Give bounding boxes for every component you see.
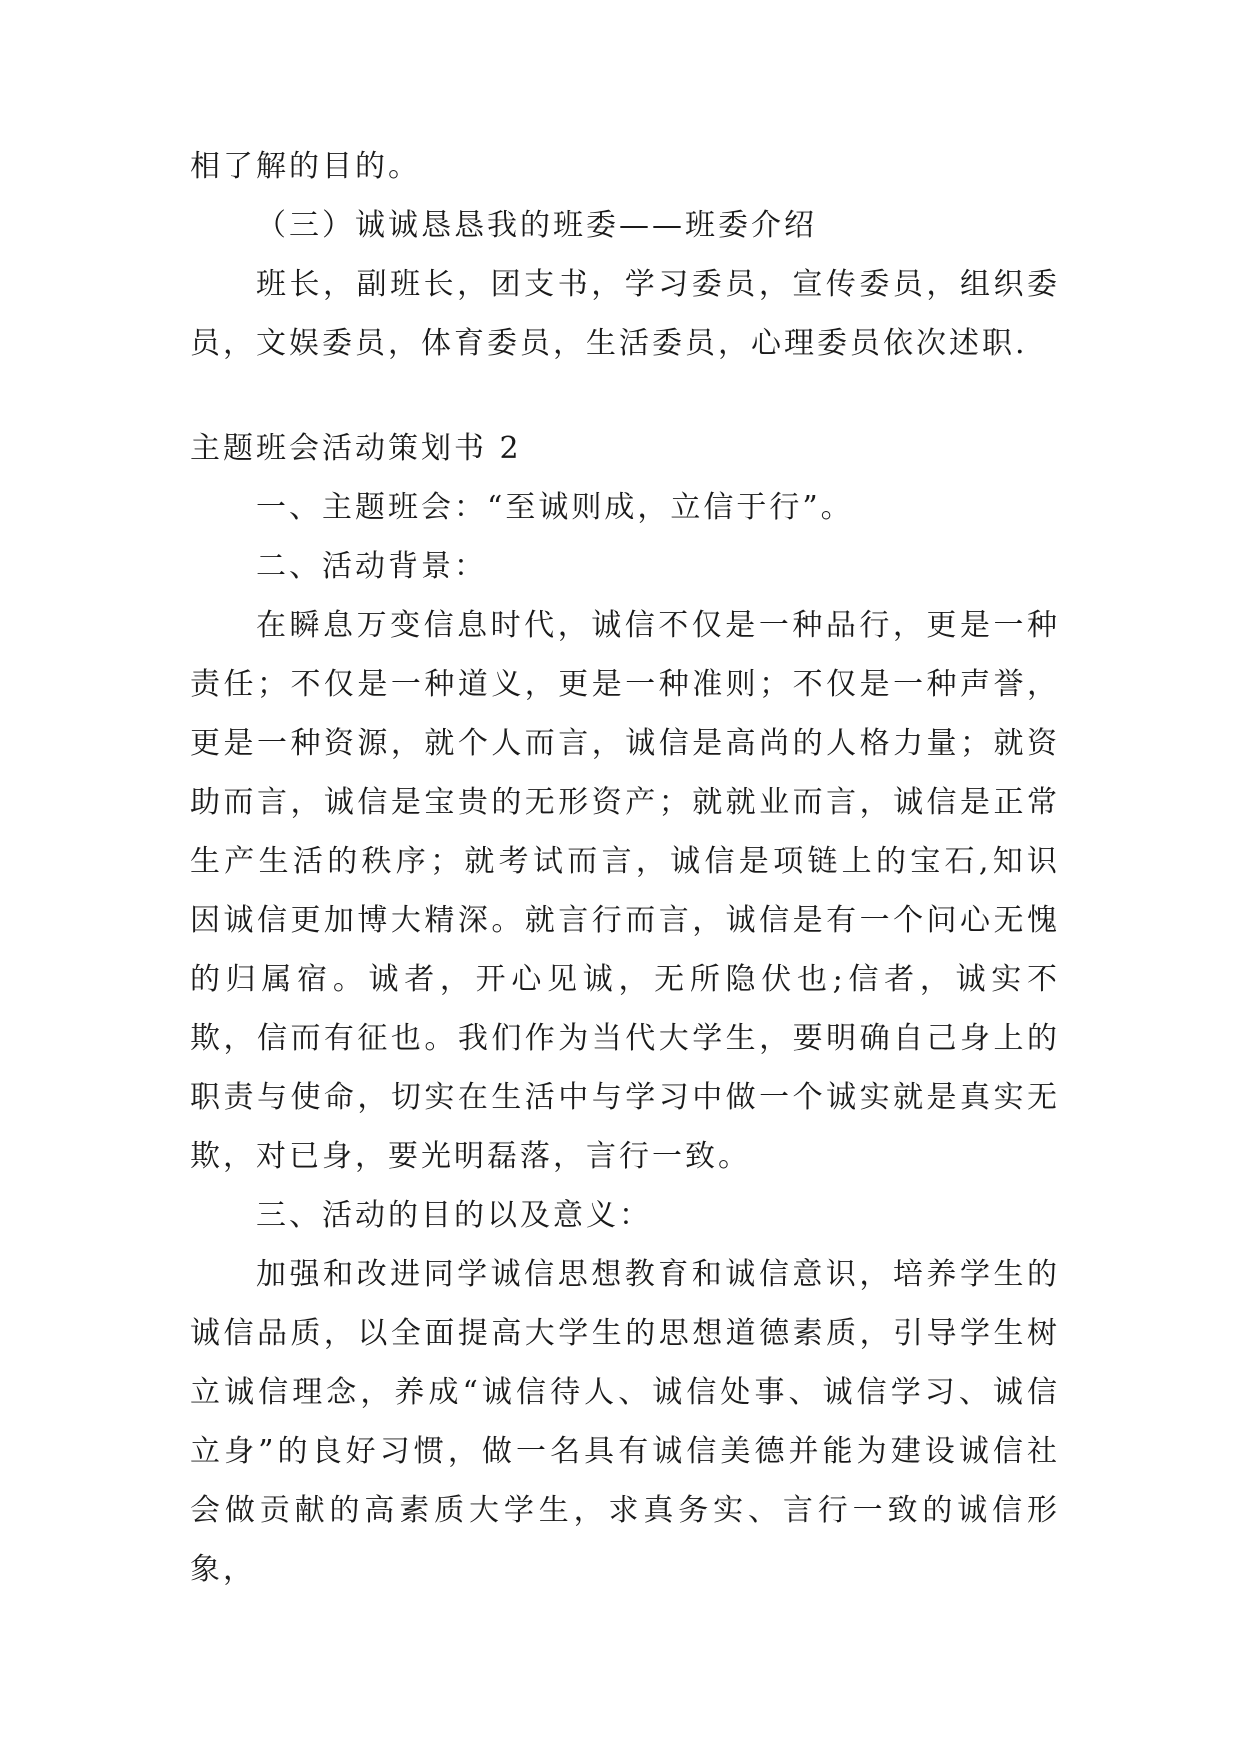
subheading-committee: （三）诚诚恳恳我的班委——班委介绍 xyxy=(256,208,817,243)
section-gap xyxy=(190,373,1060,419)
item-theme: 一、主题班会：“至诚则成，立信于行”。 xyxy=(256,490,854,525)
committee-paragraph: 班长，副班长，团支书，学习委员，宣传委员，组织委员，文娱委员，体育委员，生活委员，心理委员依次述职. xyxy=(190,267,1060,361)
item-purpose-heading: 三、活动的目的以及意义： xyxy=(256,1198,652,1233)
section-title: 主题班会活动策划书 2 xyxy=(190,431,522,466)
continuation-line: 相了解的目的。 xyxy=(190,149,421,184)
item-background-body: 在瞬息万变信息时代，诚信不仅是一种品行，更是一种责任；不仅是一种道义，更是一种准则；不仅是一种声誉，更是一种资源，就个人而言，诚信是高尚的人格力量；就资助而言，诚信是宝贵的无形资产；就就业而言，诚信是正常生产生活的秩序；就考试而言，诚信是项链上的宝石,知识因诚信更加博大精深。就言行而言，诚信是有一个问心无愧的归属宿。诚者，开心见诚，无所隐伏也;信者，诚实不欺，信而有征也。我们作为当代大学生，要明确自己身上的职责与使命，切实在生活中与学习中做一个诚实就是真实无欺，对已身，要光明磊落，言行一致。 xyxy=(190,608,1060,1174)
document-body xyxy=(190,137,1060,1599)
item-background-heading: 二、活动背景： xyxy=(256,549,487,584)
item-purpose-body: 加强和改进同学诚信思想教育和诚信意识，培养学生的诚信品质，以全面提高大学生的思想道德素质，引导学生树立诚信理念，养成“诚信待人、诚信处事、诚信学习、诚信立身”的良好习惯，做一名具有诚信美德并能为建设诚信社会做贡献的高素质大学生，求真务实、言行一致的诚信形象， xyxy=(190,1257,1060,1587)
